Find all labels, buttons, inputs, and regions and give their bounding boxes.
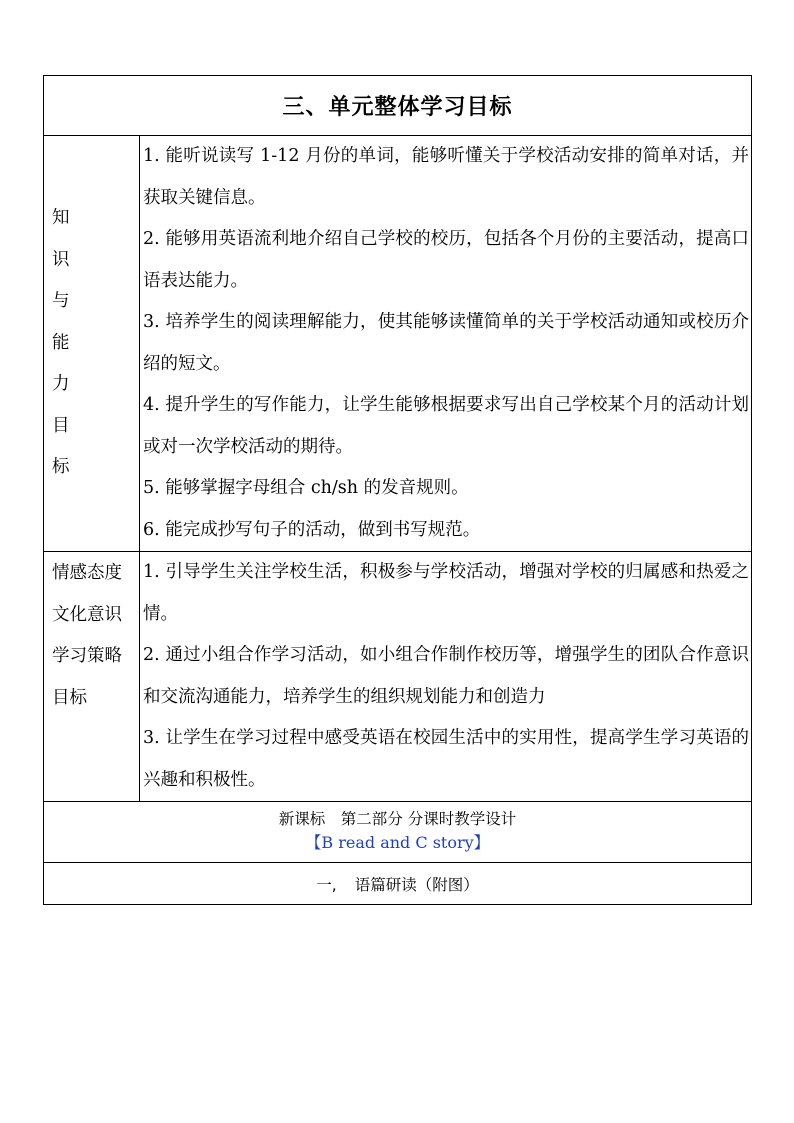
label-char: 目 — [52, 415, 70, 436]
reading-heading — [44, 863, 752, 905]
goal-item: 6. 能完成抄写句子的活动，做到书写规范。 — [143, 519, 481, 540]
goal-item: 1. 能听说读写 1-12 月份的单词，能够听懂关于学校活动安排的简单对话，并获取关键信息。 — [143, 146, 750, 208]
knowledge-goals-content — [140, 136, 752, 552]
attitude-goals-label — [44, 552, 140, 802]
attitude-goals-content — [140, 552, 752, 802]
label-char: 标 — [52, 457, 70, 478]
goal-item: 3. 培养学生的阅读理解能力，使其能够读懂简单的关于学校活动通知或校历介绍的短文。 — [143, 312, 750, 374]
goal-item: 4. 提升学生的写作能力，让学生能够根据要求写出自己学校某个月的活动计划或对一次学校活动的期待。 — [143, 395, 750, 457]
goal-item: 2. 能够用英语流利地介绍自己学校的校历，包括各个月份的主要活动，提高口语表达能力。 — [143, 229, 750, 291]
part-heading — [44, 802, 752, 863]
reading-heading-row — [44, 863, 752, 905]
label-char: 知 — [52, 208, 70, 229]
label-char: 力 — [52, 374, 70, 395]
reading-heading-text: 语篇研读（附图） — [354, 875, 479, 894]
label-line: 文化意识 — [52, 604, 122, 625]
goal-item: 5. 能够掌握字母组合 ch/sh 的发音规则。 — [143, 478, 469, 498]
reading-heading-number: 一, — [316, 875, 337, 894]
label-char: 能 — [52, 332, 70, 353]
title-row — [44, 76, 752, 136]
label-char: 与 — [52, 291, 70, 312]
knowledge-goals-row — [44, 136, 752, 552]
label-line: 情感态度 — [52, 563, 122, 583]
goal-item: 2. 通过小组合作学习活动，如小组合作制作校历等，增强学生的团队合作意识和交流沟通能力，培养学生的组织规划能力和创造力 — [143, 645, 750, 707]
knowledge-goals-label — [44, 136, 140, 552]
part-heading-row — [44, 802, 752, 863]
attitude-goals-row — [44, 552, 752, 802]
label-line: 目标 — [52, 687, 87, 708]
goals-table — [43, 75, 752, 905]
part-heading-title: 新课标 第二部分 分课时教学设计 — [278, 810, 517, 828]
label-char: 识 — [52, 249, 70, 270]
lesson-label: 【B read and C story】 — [305, 833, 490, 852]
goal-item: 1. 引导学生关注学校生活，积极参与学校活动，增强对学校的归属感和热爱之情。 — [143, 562, 750, 624]
label-line: 学习策略 — [52, 646, 122, 666]
section-title: 三、单元整体学习目标 — [44, 76, 752, 136]
goal-item: 3. 让学生在学习过程中感受英语在校园生活中的实用性，提高学生学习英语的兴趣和积极性。 — [143, 728, 750, 790]
